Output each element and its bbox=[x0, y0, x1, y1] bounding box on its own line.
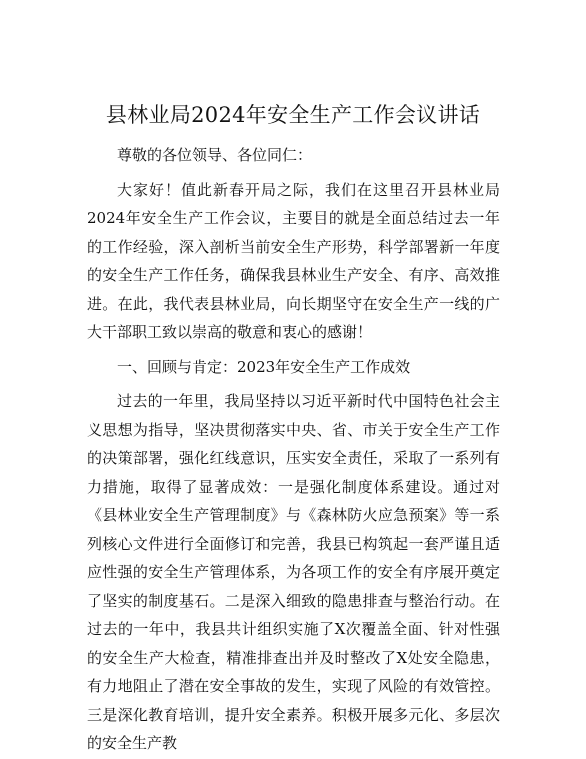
salutation: 尊敬的各位领导、各位同仁： bbox=[117, 146, 313, 164]
paragraph-opening: 大家好！值此新春开局之际，我们在这里召开县林业局2024年安全生产工作会议，主要目的就是全面总结过去一年的工作经验，深入剖析当前安全生产形势，科学部署新一年度的安全生产工作任务，确保我县林业生产安全、有序、高效推进。在此，我代表县林业局，向长期坚守在安全生产一线的广大干部职工致以崇高的敬意和衷心的感谢！ bbox=[87, 180, 500, 341]
document-body bbox=[87, 141, 500, 758]
paragraph-review-achievements: 过去的一年里，我局坚持以习近平新时代中国特色社会主义思想为指导，坚决贯彻落实中央、省、市关于安全生产工作的决策部署，强化红线意识，压实安全责任，采取了一系列有力措施，取得了显著成效：一是强化制度体系建设。通过对《县林业安全生产管理制度》与《森林防火应急预案》等一系列核心文件进行全面修订和完善，我县已构筑起一套严谨且适应性强的安全生产管理体系，为各项工作的安全有序展开奠定了坚实的制度基石。二是深入细致的隐患排查与整治行动。在过去的一年中，我县共计组织实施了X次覆盖全面、针对性强的安全生产大检查，精准排查出并及时整改了X处安全隐患，有力地阻止了潜在安全事故的发生，实现了风险的有效管控。三是深化教育培训，提升安全素养。积极开展多元化、多层次的安全生产教 bbox=[87, 392, 500, 752]
section-heading-review: 一、回顾与肯定：2023年安全生产工作成效 bbox=[117, 357, 411, 376]
document-title: 县林业局2024年安全生产工作会议讲话 bbox=[105, 103, 481, 127]
